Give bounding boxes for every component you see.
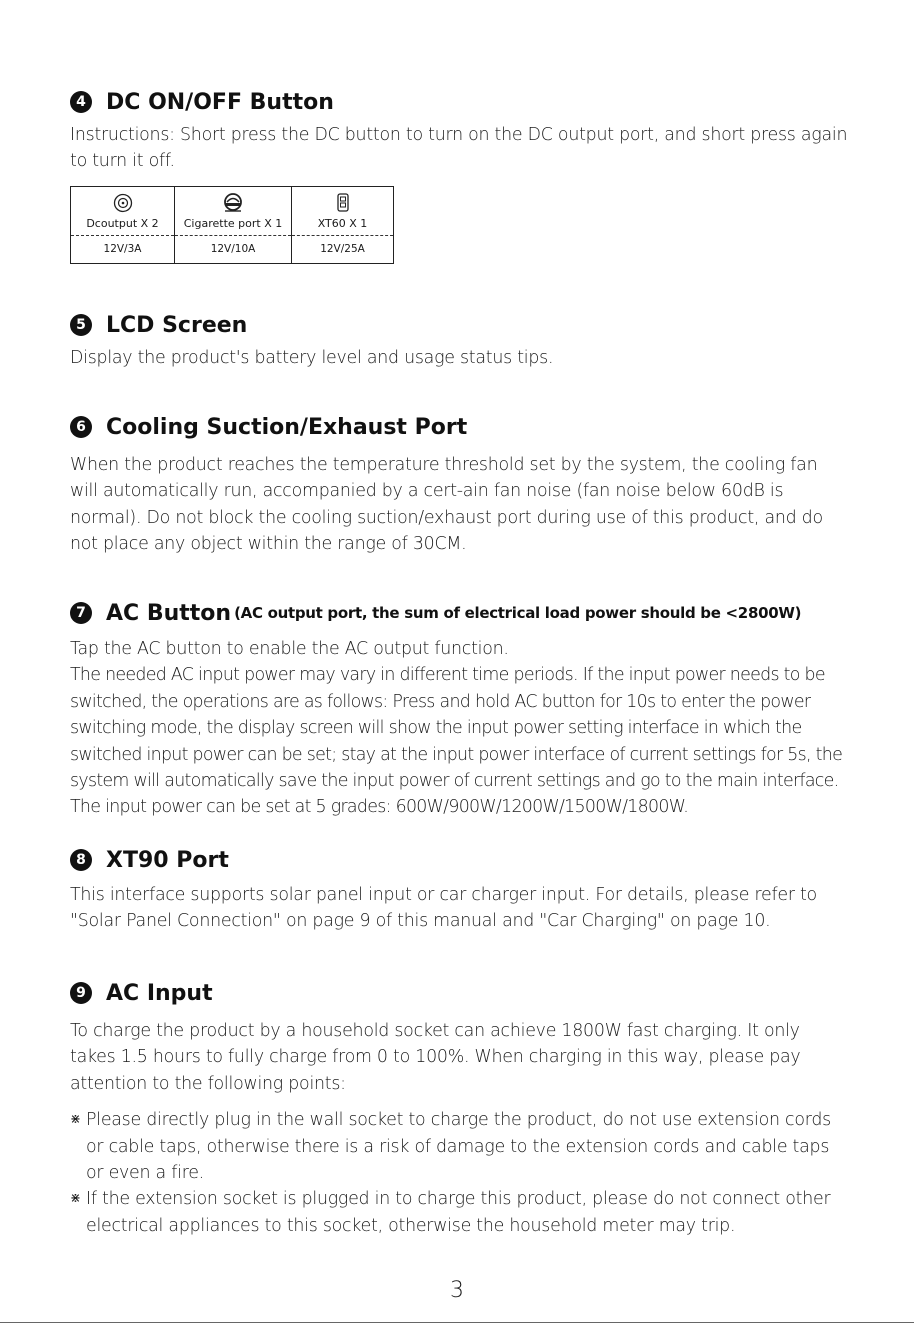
section-title: XT90 Port <box>106 847 229 873</box>
list-item <box>70 1107 850 1186</box>
section-lcd-screen <box>70 310 850 371</box>
cigarette-port-icon <box>175 193 291 215</box>
section-number-badge: 6 <box>70 416 92 438</box>
section-number-badge: 5 <box>70 314 92 336</box>
port-name: Cigarette port X 1 <box>183 217 283 230</box>
section-heading <box>70 845 850 875</box>
section-title: LCD Screen <box>106 312 248 338</box>
port-name: XT60 X 1 <box>317 217 368 230</box>
bullet-mark: ⋇ <box>70 1112 81 1128</box>
list-item <box>70 1186 850 1239</box>
bullet-mark: ⋇ <box>70 1191 81 1207</box>
section-number-badge: 9 <box>70 982 92 1004</box>
dashed-divider <box>71 235 174 236</box>
port-rating: 12V/10A <box>210 243 256 255</box>
dashed-divider <box>292 235 393 236</box>
section-text: Instructions: Short press the DC button to turn on the DC output port, and short press again to turn it off. <box>70 125 848 172</box>
section-xt90-port <box>70 845 850 935</box>
port-rating: 12V/3A <box>103 243 142 255</box>
section-title: Cooling Suction/Exhaust Port <box>106 414 468 440</box>
dc-output-table <box>70 186 394 264</box>
section-title: AC Input <box>106 980 213 1006</box>
bottom-divider <box>0 1322 914 1323</box>
dc-output-column <box>71 187 174 263</box>
section-title: DC ON/OFF Button <box>106 89 334 115</box>
cigarette-port-column <box>174 187 291 263</box>
section-dc-button <box>70 87 850 175</box>
port-rating: 12V/25A <box>320 243 365 255</box>
section-text: To charge the product by a household socket can achieve 1800W fast charging. It only takes 1.5 hours to fully charge from 0 to 100%. When charging in this way, please pay attention to the following points: <box>70 1021 801 1094</box>
section-number-badge: 4 <box>70 91 92 113</box>
section-title: AC Button <box>106 600 232 626</box>
page-number: 3 <box>450 1278 464 1303</box>
section-text: The needed AC input power may vary in different time periods. If the input power needs to be switched, the operations are as follows: Press and hold AC button for 10s to enter the power switching mode, the display screen will show the input power setting interface in which the switched input power can be set; stay at the input power interface of current settings for 5s, the system will automatically save the input power of current settings and go to the main interface. The input power can be set at 5 grades: 600W/900W/1200W/1500W/1800W. <box>70 665 843 818</box>
section-text: Tap the AC button to enable the AC output function. <box>70 639 509 659</box>
section-heading <box>70 412 850 442</box>
section-number-badge: 8 <box>70 849 92 871</box>
section-text: This interface supports solar panel input or car charger input. For details, please refer to "Solar Panel Connection" on page 9 of this manual and "Car Charging" on page 10. <box>70 885 817 932</box>
section-heading <box>70 310 850 340</box>
bullet-text: If the extension socket is plugged in to charge this product, please do not connect other electrical appliances to this socket, otherwise the household meter may trip. <box>86 1189 831 1236</box>
section-text: Display the product's battery level and usage status tips. <box>70 348 554 368</box>
xt60-port-column <box>291 187 393 263</box>
dashed-divider <box>175 235 291 236</box>
port-name: Dcoutput X 2 <box>86 217 159 230</box>
section-ac-button <box>70 598 860 821</box>
section-cooling-port <box>70 412 850 558</box>
section-note: (AC output port, the sum of electrical load power should be <2800W) <box>234 604 802 622</box>
section-heading <box>70 598 860 628</box>
xt60-port-icon <box>292 193 393 215</box>
section-ac-input <box>70 978 850 1239</box>
bullet-text: Please directly plug in the wall socket to charge the product, do not use extension cords or cable taps, otherwise there is a risk of damage to the extension cords and cable taps or even a fire. <box>86 1110 831 1184</box>
section-number-badge: 7 <box>70 602 92 624</box>
section-text: When the product reaches the temperature threshold set by the system, the cooling fan will automatically run, accompanied by a cert-ain fan noise (fan noise below 60dB is normal). Do not block the cooling suction/exhaust port during use of this product, and do not place any object within the range of 30CM. <box>70 455 823 555</box>
dc-port-icon <box>71 193 174 215</box>
section-heading <box>70 87 850 117</box>
section-heading <box>70 978 850 1008</box>
